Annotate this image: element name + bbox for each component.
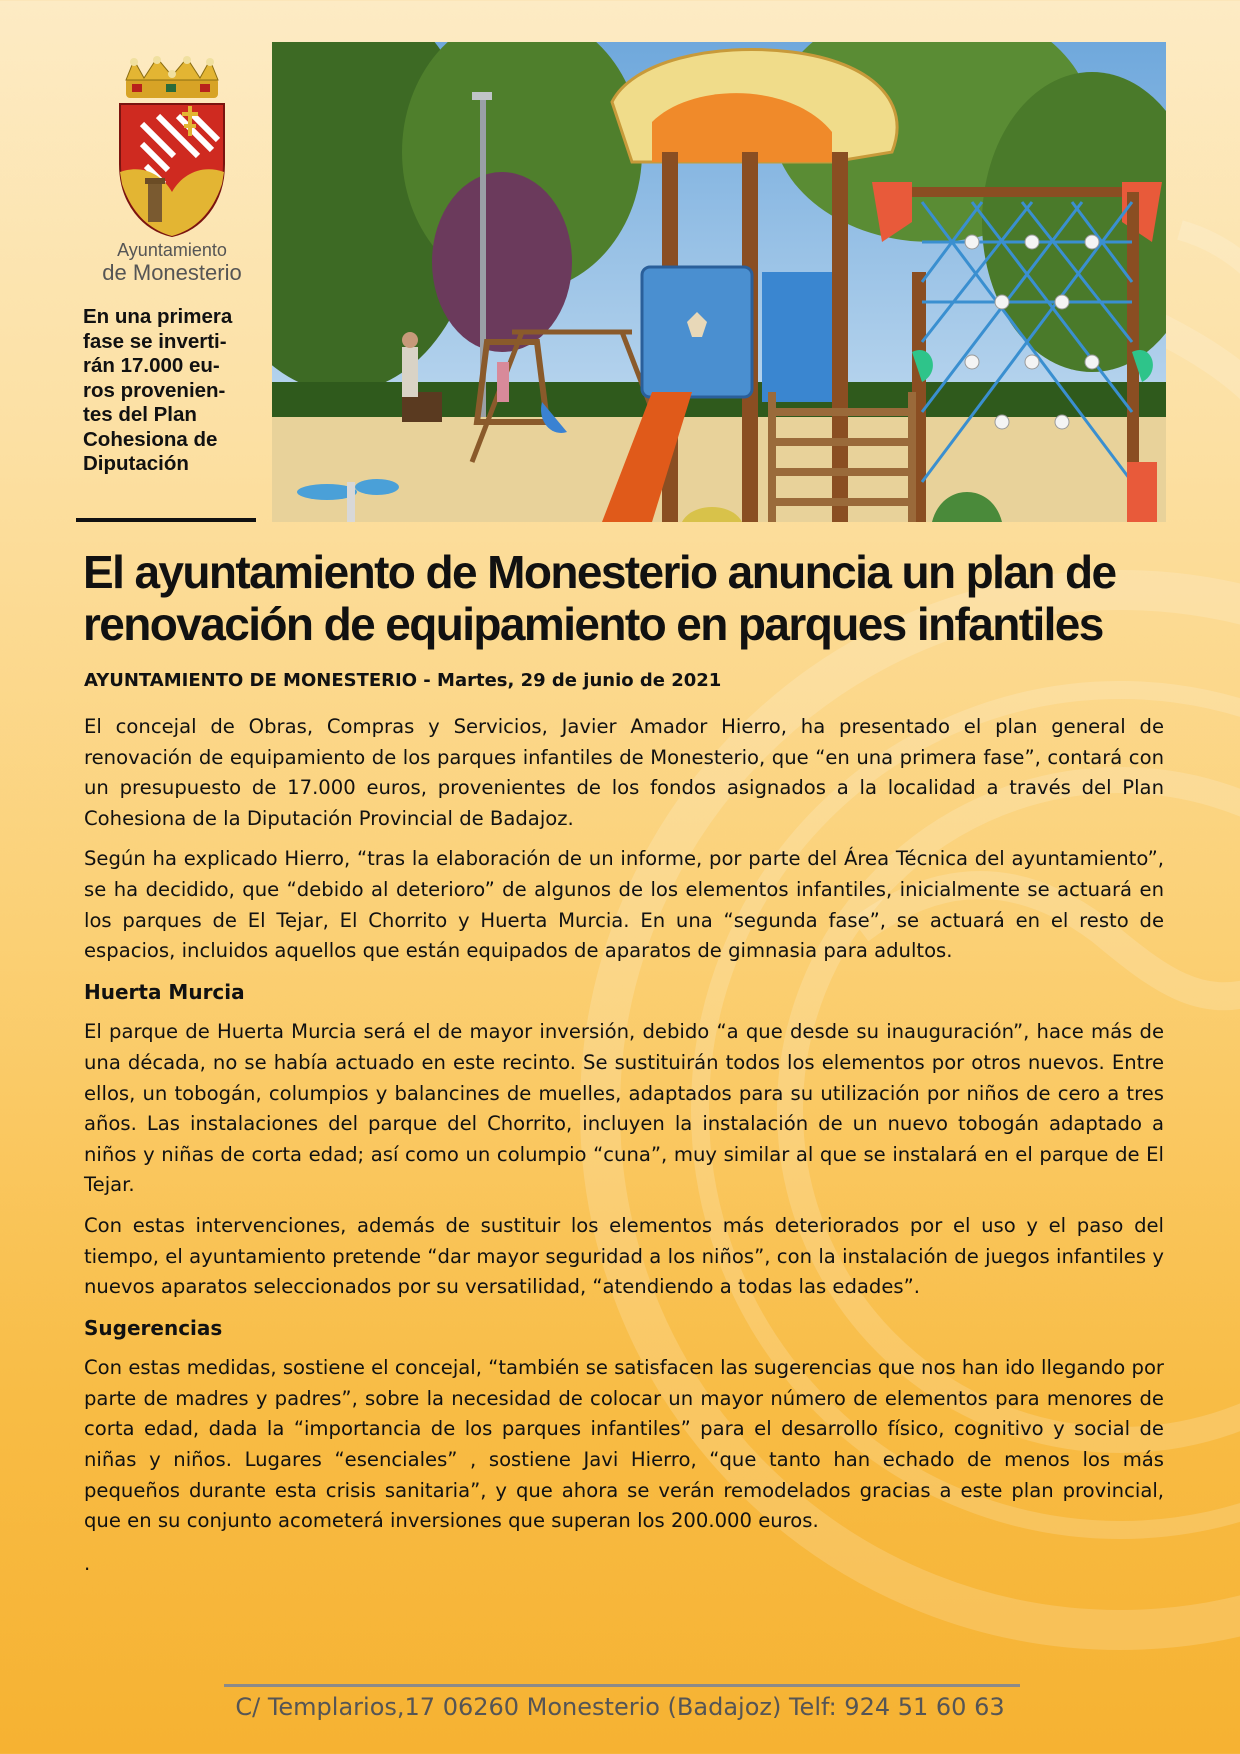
municipal-logo (92, 54, 252, 285)
trailing-dot: . (84, 1551, 91, 1575)
section-heading: Sugerencias (84, 1315, 223, 1340)
coat-of-arms-icon (102, 54, 242, 239)
logo-text-line1: Ayuntamiento (117, 240, 227, 260)
body-paragraph: Con estas intervenciones, además de sustituir los elementos más deteriorados por el uso y el paso del tiempo, el ayuntamiento pretende “dar mayor seguridad a los niños”, con la instalación de juegos infantiles y nuevos aparatos seleccionados por su versatilidad, “atendiendo a todas las edades”. (84, 1213, 1164, 1299)
article-body (84, 712, 1164, 1589)
body-paragraph: El concejal de Obras, Compras y Servicios, Javier Amador Hierro, ha presentado el plan general de renovación de equipamiento de los parques infantiles de Monesterio, que “en una primera fase”, contará con un presupuesto de 17.000 euros, provenientes de los fondos asignados a la localidad a través del Plan Cohesiona de la Diputación Provincial de Badajoz. (84, 715, 1164, 830)
footer-address: C/ Templarios,17 06260 Monesterio (Badajoz) Telf: 924 51 60 63 (235, 1693, 1005, 1721)
body-paragraph: Según ha explicado Hierro, “tras la elaboración de un informe, por parte del Área Técnica del ayuntamiento”, se ha decidido, que “debido al deterioro” de algunos de los elementos infantiles, inicialmente se actuará en los parques de El Tejar, El Chorrito y Huerta Murcia. En una “segunda fase”, se actuará en el resto de espacios, incluidos aquellos que están equipados de aparatos de gimnasia para adultos. (84, 847, 1164, 963)
article-headline: El ayuntamiento de Monesterio anuncia un plan de renovación de equipamiento en parques infantiles (83, 546, 1116, 650)
body-paragraph: El parque de Huerta Murcia será el de mayor inversión, debido “a que desde su inauguración”, hace más de una década, no se había actuado en este recinto. Se sustituirán todos los elementos por otros nuevos. Entre ellos, un tobogán, columpios y balancines de muelles, adaptados para su utilización por niños de cero a tres años. Las instalaciones del parque del Chorrito, incluyen la instalación de un nuevo tobogán adaptado a niños y niñas de corta edad; así como un columpio “cuna”, muy similar al que se instalará en el parque de El Tejar. (84, 1020, 1164, 1197)
sidebar-divider (76, 518, 256, 522)
article-byline: AYUNTAMIENTO DE MONESTERIO - Martes, 29 de junio de 2021 (84, 670, 722, 691)
playground-photo (272, 42, 1166, 522)
body-paragraph: Con estas medidas, sostiene el concejal, “también se satisfacen las sugerencias que nos han ido llegando por parte de madres y padres”, sobre la necesidad de colocar un mayor número de elementos para menores de corta edad, dada la “importancia de los parques infantiles” para el desarrollo físico, cognitivo y social de niñas y niños. Lugares “esenciales” , sostiene Javi Hierro, “que tanto han echado de menos los más pequeños durante esta crisis sanitaria”, y que ahora se verán remodelados gracias a este plan provincial, que en su conjunto acometerá inversiones que superan los 200.000 euros. (84, 1356, 1164, 1533)
sidebar-summary: En una primera fase se inverti- rán 17.000 eu- ros provenien- tes del Plan Cohesiona de Diputación (83, 305, 233, 475)
section-heading: Huerta Murcia (84, 979, 245, 1004)
footer-divider (224, 1684, 1020, 1687)
logo-text-line2: de Monesterio (102, 259, 242, 285)
